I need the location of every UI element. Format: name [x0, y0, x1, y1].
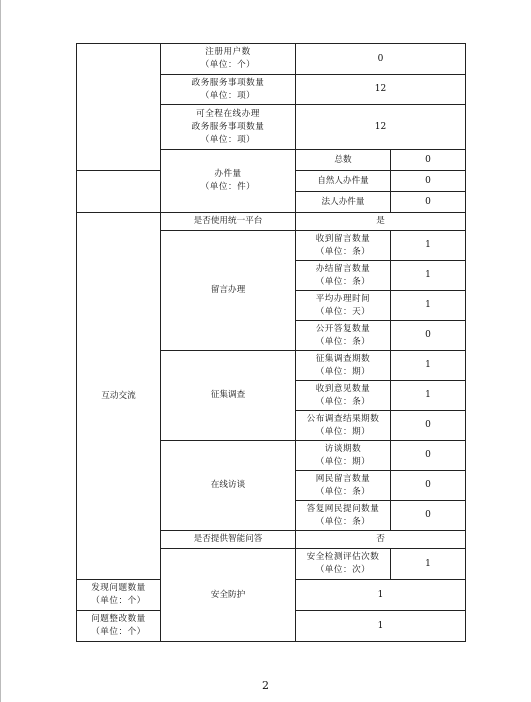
label-text: 办结留言数量	[315, 263, 371, 274]
label-text: 答复网民提问数量	[306, 503, 380, 514]
label-text: 公布调查结果期数	[306, 413, 380, 424]
survey-item-label	[296, 351, 391, 381]
online-items-value: 12	[296, 105, 466, 150]
label-text: 发现问题数量	[91, 583, 146, 593]
label-text: 注册用户数	[205, 47, 251, 57]
security-item-value: 1	[296, 611, 466, 642]
unit-text: （单位：天）	[315, 306, 371, 317]
registered-users-value: 0	[296, 44, 466, 75]
table-row	[77, 44, 466, 75]
section-interaction: 互动交流	[77, 213, 161, 580]
unit-text: （单位：条）	[315, 276, 371, 287]
label-text: 安全检测评估次数	[306, 552, 380, 562]
survey-item-label	[296, 381, 391, 411]
unit-text: （单位：条）	[315, 396, 371, 407]
survey-item-value: 1	[391, 351, 466, 381]
messages-item-value: 1	[391, 231, 466, 261]
unit-text: （单位：个）	[91, 596, 146, 606]
label-text: 收到意见数量	[315, 383, 371, 394]
unit-text: （单位：个）	[91, 627, 146, 637]
unit-text: （单位：项）	[200, 90, 256, 101]
service-items-label	[161, 75, 296, 105]
interview-item-label	[296, 501, 391, 531]
online-items-label	[161, 105, 296, 150]
messages-item-label	[296, 231, 391, 261]
survey-item-label	[296, 411, 391, 441]
label-text: 公开答复数量	[315, 323, 371, 334]
unit-text: （单位：条）	[315, 516, 371, 527]
label-text: 办件量	[214, 169, 242, 179]
unified-platform-label: 是否使用统一平台	[161, 213, 296, 231]
label-text: 问题整改数量	[91, 614, 146, 624]
unit-text: （单位：件）	[200, 182, 256, 192]
label-text: 政务服务事项数量	[191, 77, 265, 88]
interview-item-value: 0	[391, 501, 466, 531]
unit-text: （单位：条）	[315, 336, 371, 347]
section-cell-top-cont	[77, 171, 161, 213]
messages-item-value: 0	[391, 321, 466, 351]
label-text: 平均办理时间	[315, 293, 371, 304]
messages-item-label	[296, 291, 391, 321]
handled-total-value: 0	[391, 150, 466, 171]
smart-qa-value: 否	[296, 531, 466, 549]
handled-legal-value: 0	[391, 192, 466, 213]
messages-label: 留言办理	[161, 231, 296, 351]
unit-text: （单位：期）	[315, 366, 371, 377]
interview-label: 在线访谈	[161, 441, 296, 531]
unit-text: （单位：条）	[315, 486, 371, 497]
statistics-table	[76, 43, 466, 642]
messages-item-label	[296, 261, 391, 291]
messages-item-value: 1	[391, 291, 466, 321]
security-item-label	[77, 611, 161, 642]
unit-text: （单位：期）	[315, 426, 371, 437]
unit-text: （单位：条）	[315, 246, 371, 257]
messages-item-label	[296, 321, 391, 351]
security-item-label	[296, 549, 391, 580]
unit-text: （单位：个）	[200, 60, 256, 70]
interview-item-label	[296, 471, 391, 501]
table-row	[77, 213, 466, 231]
survey-label: 征集调查	[161, 351, 296, 441]
label-text: 政务服务事项数量	[191, 121, 265, 132]
security-item-value: 1	[391, 549, 466, 580]
label-text: 访谈期数	[324, 443, 362, 454]
survey-item-value: 0	[391, 411, 466, 441]
registered-users-label	[161, 44, 296, 75]
unit-text: （单位：期）	[315, 456, 371, 467]
handled-label	[161, 150, 296, 213]
label-text: 收到留言数量	[315, 233, 371, 244]
security-item-label	[77, 580, 161, 611]
interview-item-value: 0	[391, 441, 466, 471]
interview-item-value: 0	[391, 471, 466, 501]
unified-platform-value: 是	[296, 213, 466, 231]
label-text: 网民留言数量	[315, 473, 371, 484]
label-text: 征集调查期数	[315, 353, 371, 364]
unit-text: （单位：项）	[200, 134, 256, 145]
handled-natural-label: 自然人办件量	[296, 171, 391, 192]
section-cell-top	[77, 44, 161, 171]
handled-total-label: 总数	[296, 150, 391, 171]
section-security: 安全防护	[161, 549, 296, 642]
unit-text: （单位：次）	[315, 565, 371, 575]
handled-legal-label: 法人办件量	[296, 192, 391, 213]
handled-natural-value: 0	[391, 171, 466, 192]
security-item-value: 1	[296, 580, 466, 611]
interview-item-label	[296, 441, 391, 471]
messages-item-value: 1	[391, 261, 466, 291]
service-items-value: 12	[296, 75, 466, 105]
page-number: 2	[262, 679, 269, 692]
smart-qa-label: 是否提供智能问答	[161, 531, 296, 549]
label-text: 可全程在线办理	[196, 108, 260, 119]
survey-item-value: 1	[391, 381, 466, 411]
